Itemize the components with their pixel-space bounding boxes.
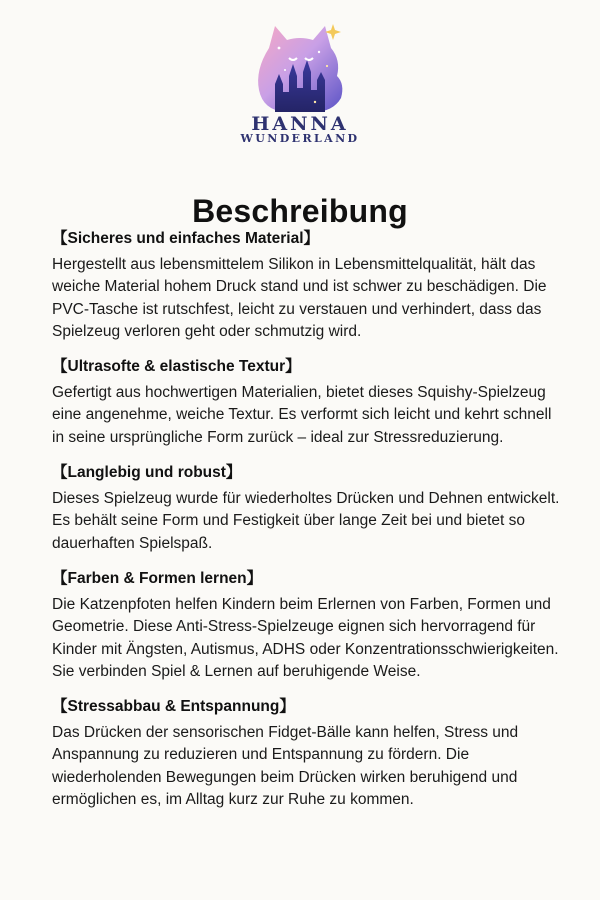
cat-castle-logo-icon	[245, 18, 355, 114]
section-body: Gefertigt aus hochwertigen Materialien, bietet dieses Squishy-Spielzeug eine angenehme, weiche Textur. Es verformt sich leicht und kehrt schnell in seine ursprüngliche Form zurück – ideal zur Stressreduzierung.	[52, 384, 552, 446]
section-heading: 【Ultrasofte & elastische Textur】	[52, 358, 301, 376]
section-stress-relief	[52, 696, 562, 811]
section-material	[52, 228, 562, 343]
section-body: Dieses Spielzeug wurde für wiederholtes Drücken und Dehnen entwickelt. Es behält seine Form und Festigkeit über lange Zeit bei und bietet so dauerhaften Spielspaß.	[52, 490, 560, 552]
section-texture	[52, 356, 562, 449]
brand-name: HANNA	[251, 113, 349, 135]
section-body: Hergestellt aus lebensmittelem Silikon in Lebensmittelqualität, hält das weiche Material hohem Druck stand und ist schwer zu beschädigen. Die PVC-Tasche ist rutschfest, leicht zu verstauen und verhindert, dass das Spielzeug verloren geht oder schmutzig wird.	[52, 256, 547, 340]
brand-subtitle: WUNDERLAND	[240, 132, 360, 145]
section-heading: 【Farben & Formen lernen】	[52, 569, 263, 587]
section-body: Die Katzenpfoten helfen Kindern beim Erlernen von Farben, Formen und Geometrie. Diese Anti-Stress-Spielzeuge eignen sich hervorragend für Kinder mit Ängsten, Autismus, ADHS oder Konzentrationsschwierigkeiten. Sie verbinden Spiel & Lernen auf beruhigende Weise.	[52, 595, 559, 680]
section-heading: 【Sicheres und einfaches Material】	[52, 230, 320, 247]
description-content	[52, 228, 562, 824]
section-heading: 【Langlebig und robust】	[52, 464, 242, 482]
page-title: Beschreibung	[192, 193, 408, 230]
section-durability	[52, 462, 562, 555]
section-body: Das Drücken der sensorischen Fidget-Bälle kann helfen, Stress und Anspannung zu reduzieren und Entspannung zu fördern. Die wiederholenden Bewegungen beim Drücken wirken beruhigend und ermöglichen es, im Alltag kurz zur Ruhe zu kommen.	[52, 724, 519, 809]
section-learning	[52, 568, 562, 683]
section-heading: 【Stressabbau & Entspannung】	[52, 698, 295, 716]
